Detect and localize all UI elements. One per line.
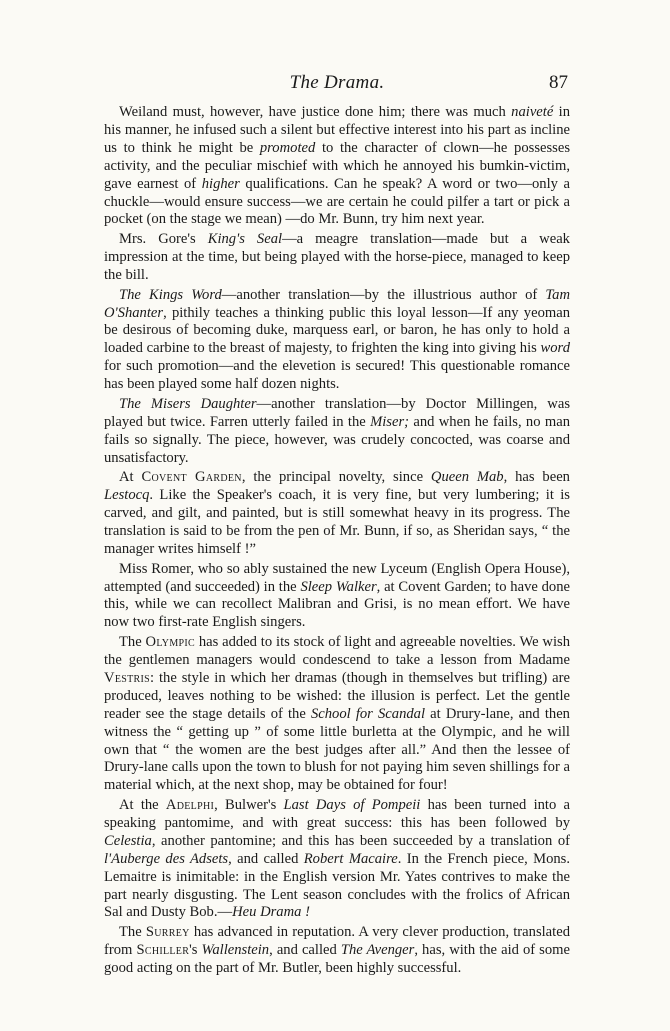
running-title: The Drama.: [289, 72, 385, 93]
text-run: At: [119, 469, 142, 486]
text-run: , has been: [503, 469, 570, 486]
small-caps-text: Olympic: [145, 634, 195, 651]
italic-text: Sleep Walker: [300, 578, 377, 595]
text-run: has added to its stock of light and agreeable novelties. We wish the gentlemen managers would condescend to take a lesson from Madame: [104, 634, 570, 668]
text-run: to the character of clown—he possesses activity, and the peculiar mischief with which he annoyed his bumkin-victim, gave earnest of: [104, 139, 570, 192]
small-caps-text: Vestris: [104, 669, 150, 686]
text-run: The: [119, 924, 146, 941]
italic-text: The Avenger: [340, 942, 415, 959]
text-run: has advanced in reputation. A very clever production, translated from: [104, 924, 570, 959]
page-number: 87: [549, 72, 568, 93]
text-run: At the: [119, 797, 166, 814]
text-run: has been turned into a speaking pantomime, and with great success: this has been followed by: [104, 797, 570, 831]
italic-text: King's Seal: [207, 231, 283, 248]
italic-text: naiveté: [511, 104, 554, 120]
text-run: 's: [189, 942, 202, 959]
paragraph: [104, 469, 570, 559]
italic-text: Heu Drama !: [232, 904, 310, 921]
text-run: and when he fails, no man fails so signally. The piece, however, was crudely concocted, was coarse and unsatisfactory.: [104, 413, 570, 466]
text-run: , has, with the aid of some good acting on the part of Mr. Butler, been highly successful.: [104, 942, 570, 976]
text-run: Mrs. Gore's: [119, 231, 208, 248]
paragraph: [104, 634, 570, 795]
text-run: , and called: [269, 942, 341, 959]
text-run: . In the French piece, Mons. Lemaitre is inimitable: in the English version Mr. Yates contrives to make the part nearly disgusting. The Lent season concludes with the frolics of African Sal and Dusty Bob.—: [104, 850, 571, 921]
text-run: —another translation—by the illustrious author of: [221, 286, 546, 303]
paragraph: [104, 924, 570, 978]
italic-text: Robert Macaire: [303, 850, 398, 867]
italic-text: word: [540, 340, 570, 357]
italic-text: Lestocq: [104, 487, 150, 504]
small-caps-text: Surrey: [145, 924, 190, 941]
italic-text: Last Days of Pompeii: [283, 797, 421, 814]
text-run: The: [119, 634, 146, 651]
italic-text: higher: [201, 175, 240, 192]
text-run: —a meagre translation—made but a weak impression at the time, but being played with the horse-piece, managed to keep the bill.: [104, 231, 570, 283]
italic-text: Queen Mab: [430, 469, 504, 486]
text-run: , and called: [228, 850, 304, 867]
italic-text: School for Scandal: [310, 705, 426, 722]
paragraph: [104, 561, 570, 633]
small-caps-text: Schiller: [136, 942, 190, 959]
text-run: , pithily teaches a thinking public this loyal lesson—If any yeoman be desirous of becoming duke, marquess earl, or baron, he has only to hold a loaded carbine to the breast of majesty, to frighten the king into giving his: [104, 304, 570, 357]
italic-text: Miser;: [370, 413, 410, 430]
small-caps-text: Covent Garden: [141, 469, 242, 486]
paragraph: [104, 231, 570, 285]
text-run: —another translation—by Doctor Millingen, was played but twice. Farren utterly failed in the: [104, 395, 570, 430]
italic-text: l'Auberge des Adsets: [104, 850, 229, 867]
italic-text: Celestia: [104, 832, 152, 849]
running-head: [106, 72, 568, 98]
paragraph: [104, 396, 570, 468]
italic-text: Wallenstein: [201, 942, 270, 959]
text-run: in his manner, he infused such a silent but effective interest into his part as incline us to think he might be: [104, 104, 571, 156]
text-run: Miss Romer, who so ably sustained the new Lyceum (English Opera House), attempted (and succeeded) in the: [104, 560, 570, 595]
text-run: for such promotion—and the elevetion is secured! This questionable romance has been played some half dozen nights.: [104, 358, 570, 393]
text-run: at Drury-lane, and then witness the “ getting up ” of some little burletta at the Olympic, and he will own that “ the women are the best judges after all.” And then the lessee of Drury-lane calls upon the town to blush for not paying him seven shillings for a material which, at the next shop, may be obtained for four!: [104, 705, 570, 794]
paragraph: [104, 287, 570, 394]
text-run: Weiland must, however, have justice done him; there was much: [119, 104, 512, 120]
text-run: , Bulwer's: [214, 797, 284, 814]
text-run: , the principal novelty, since: [241, 469, 431, 486]
italic-text: promoted: [259, 139, 316, 156]
italic-text: The Misers Daughter: [119, 395, 257, 412]
text-run: , another pantomine; and this has been succeeded by a translation of: [151, 832, 570, 849]
small-caps-text: Adelphi: [165, 797, 215, 814]
italic-text: The Kings Word: [119, 286, 222, 303]
text-run: qualifications. Can he speak? A word or two—only a chuckle—would ensure success—we are certain he could pilfer a tart or pick a pocket (on the stage we mean) —do Mr. Bunn, try him next year.: [104, 175, 570, 228]
text-run: . Like the Speaker's coach, it is very fine, but very lumbering; it is carved, and gilt, and painted, but is still somewhat heavy in its progress. The translation is said to be from the pen of Mr. Bunn, if so, as Sheridan says, “ the manager writes himself !”: [104, 487, 570, 557]
paragraph: [104, 797, 570, 922]
italic-text: Tam O'Shanter: [104, 286, 571, 321]
paragraph: [104, 104, 570, 229]
text-run: , at Covent Garden; to have done this, while we can recollect Malibran and Grisi, is no mean effort. We have now two first-rate English singers.: [104, 578, 570, 631]
text-run: : the style in which her dramas (though in themselves but trifling) are produced, leaves nothing to be wished: the illusion is perfect. Let the gentle reader see the stage details of the: [104, 669, 570, 722]
body-text: [104, 104, 570, 980]
